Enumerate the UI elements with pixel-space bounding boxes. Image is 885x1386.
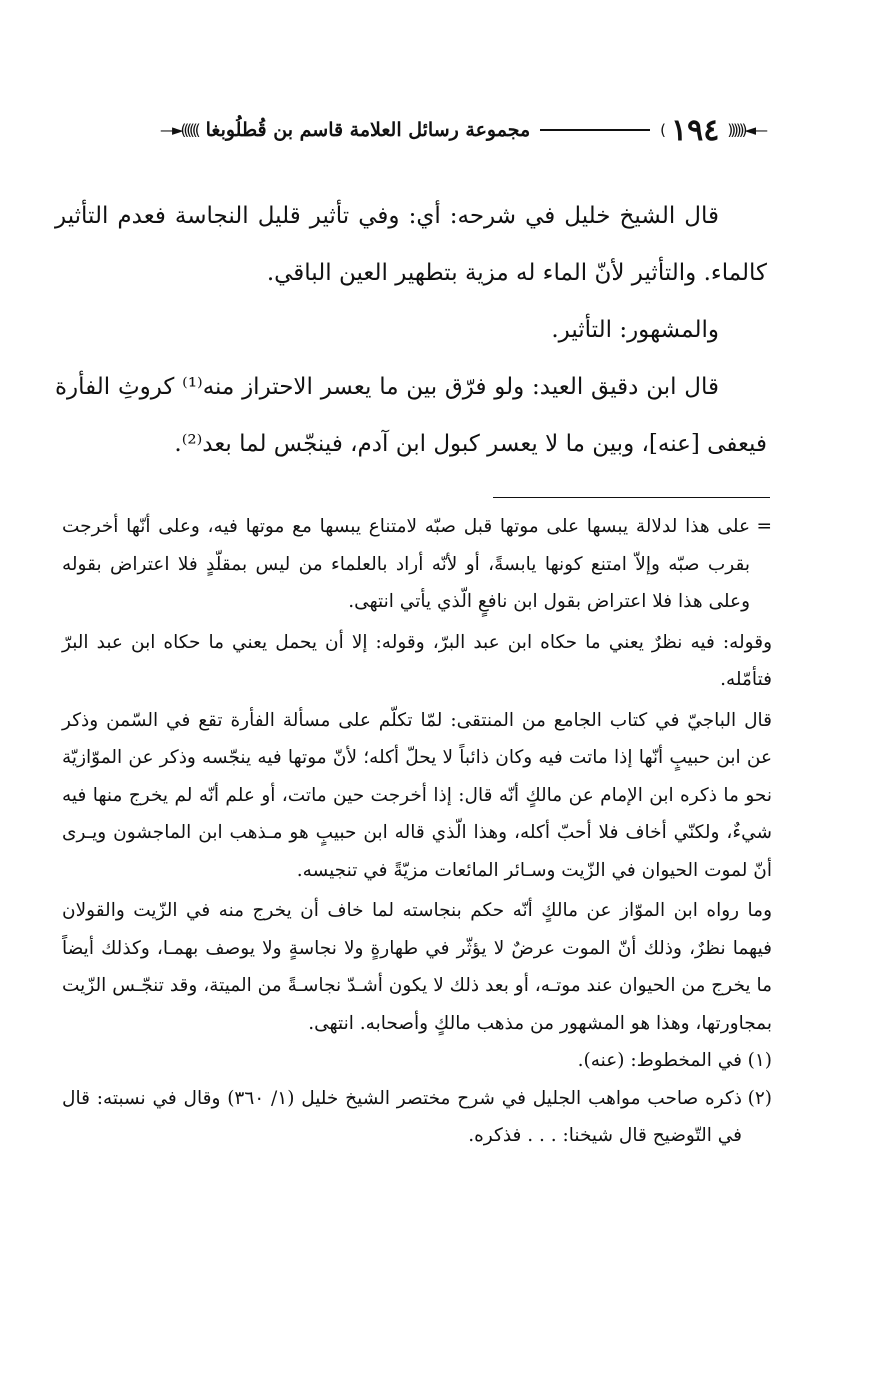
footnote-text: في المخطوط: (عنه). (577, 1050, 742, 1071)
page-number: ١٩٤ (671, 112, 720, 148)
footnote-text: ذكره صاحب مواهب الجليل في شرح مختصر الشيخ خليل (١/ ٣٦٠) وقال في نسبته: قال في التّوضيح قال شيخنا: . . . فذكره. (62, 1087, 742, 1146)
footnote-2 (62, 1080, 772, 1155)
note-paragraph: وقوله: فيه نظرٌ يعني ما حكاه ابن عبد البرّ، وقوله: إلا أن يحمل يعني ما حكاه ابن عبد البرّ فتأمّله. (62, 631, 772, 690)
note-paragraph: على هذا لدلالة يبسها على موتها قبل صبّه لامتناع يبسها مع موتها فيه، وعلى أنّها أخرجت بقرب صبّه وإلاّ امتنع كونها يابسةً، أو لأنّه أراد بالعلماء من ليس بمقلّدٍ فلا اعتراض بقوله وعلى هذا فلا اعتراض بقول ابن نافعٍ الّذي يأتي انتهى. (62, 516, 750, 612)
main-paragraph: والمشهور: التأثير. (551, 317, 719, 343)
footnote-number: (١) (747, 1050, 772, 1071)
ornament-right-icon: —◄(((((( (727, 121, 765, 139)
footnote-1 (62, 1042, 772, 1080)
main-paragraph: قال ابن دقيق العيد: ولو فرّق بين ما يعسر الاحتراز منه⁽¹⁾ كروثِ الفأرة فيعفى [عنه]، وبين ما لا يعسر كبول ابن آدم، فينجّس لما بعد⁽²⁾. (55, 374, 767, 457)
main-paragraph: قال الشيخ خليل في شرحه: أي: وفي تأثير قليل النجاسة فعدم التأثير كالماء. والتأثير لأنّ الماء له مزية بتطهير العين الباقي. (55, 203, 767, 286)
footnote-divider (493, 497, 770, 498)
ornament-left-icon: ))))))►— (159, 121, 198, 139)
header-rule (540, 129, 650, 131)
running-title: مجموعة رسائل العلامة قاسم بن قُطلُوبغا (205, 119, 531, 141)
page-header (50, 108, 765, 152)
note-paragraph: قال الباجيّ في كتاب الجامع من المنتقى: لمّا تكلّم على مسألة الفأرة تقع في السّمن وذكر عن ابن حبيبٍ أنّها إذا ماتت فيه وكان ذائباً لا يحلّ أكله؛ لأنّ موتها فيه ينجّسه وذكر عن الموّازيّة نحو ما ذكره ابن الإمام عن مالكٍ أنّه قال: إذا أخرجت حين ماتت، أو علم أنّه لم يخرج منها فيه شيءٌ، ولكنّي أخاف فلا أحبّ أكله، وهذا الّذي قاله ابن حبيبٍ هو مـذهب ابن الماجشون ويـرى أنّ لموت الحيوان في الزّيت وسـائر المائعات مزيّةً في تنجيسه. (62, 709, 772, 881)
main-text (55, 188, 767, 473)
continuation-mark: = (756, 516, 772, 537)
note-paragraph: وما رواه ابن الموّاز عن مالكٍ أنّه حكم بنجاسته لما خاف أن يخرج منه في الزّيت والقولان فيهما نظرٌ، وذلك أنّ الموت عرضٌ لا يؤثّر في طهارةٍ ولا نجاسةٍ ولا يوصف بهمـا، وكذلك أيضاً ما يخرج من الحيوان عند موتـه، أو بعد ذلك لا يكون أشـدّ نجاسـةً من الميتة، وقد تنجّـس الزّيت بمجاورتها، وهذا هو المشهور من مذهب مالكٍ وأصحابه. انتهى. (62, 900, 772, 1034)
continued-note (62, 508, 772, 621)
footnotes-section (62, 508, 772, 1155)
ornament-mid-icon: ) (660, 121, 663, 139)
footnote-number: (٢) (747, 1087, 772, 1109)
